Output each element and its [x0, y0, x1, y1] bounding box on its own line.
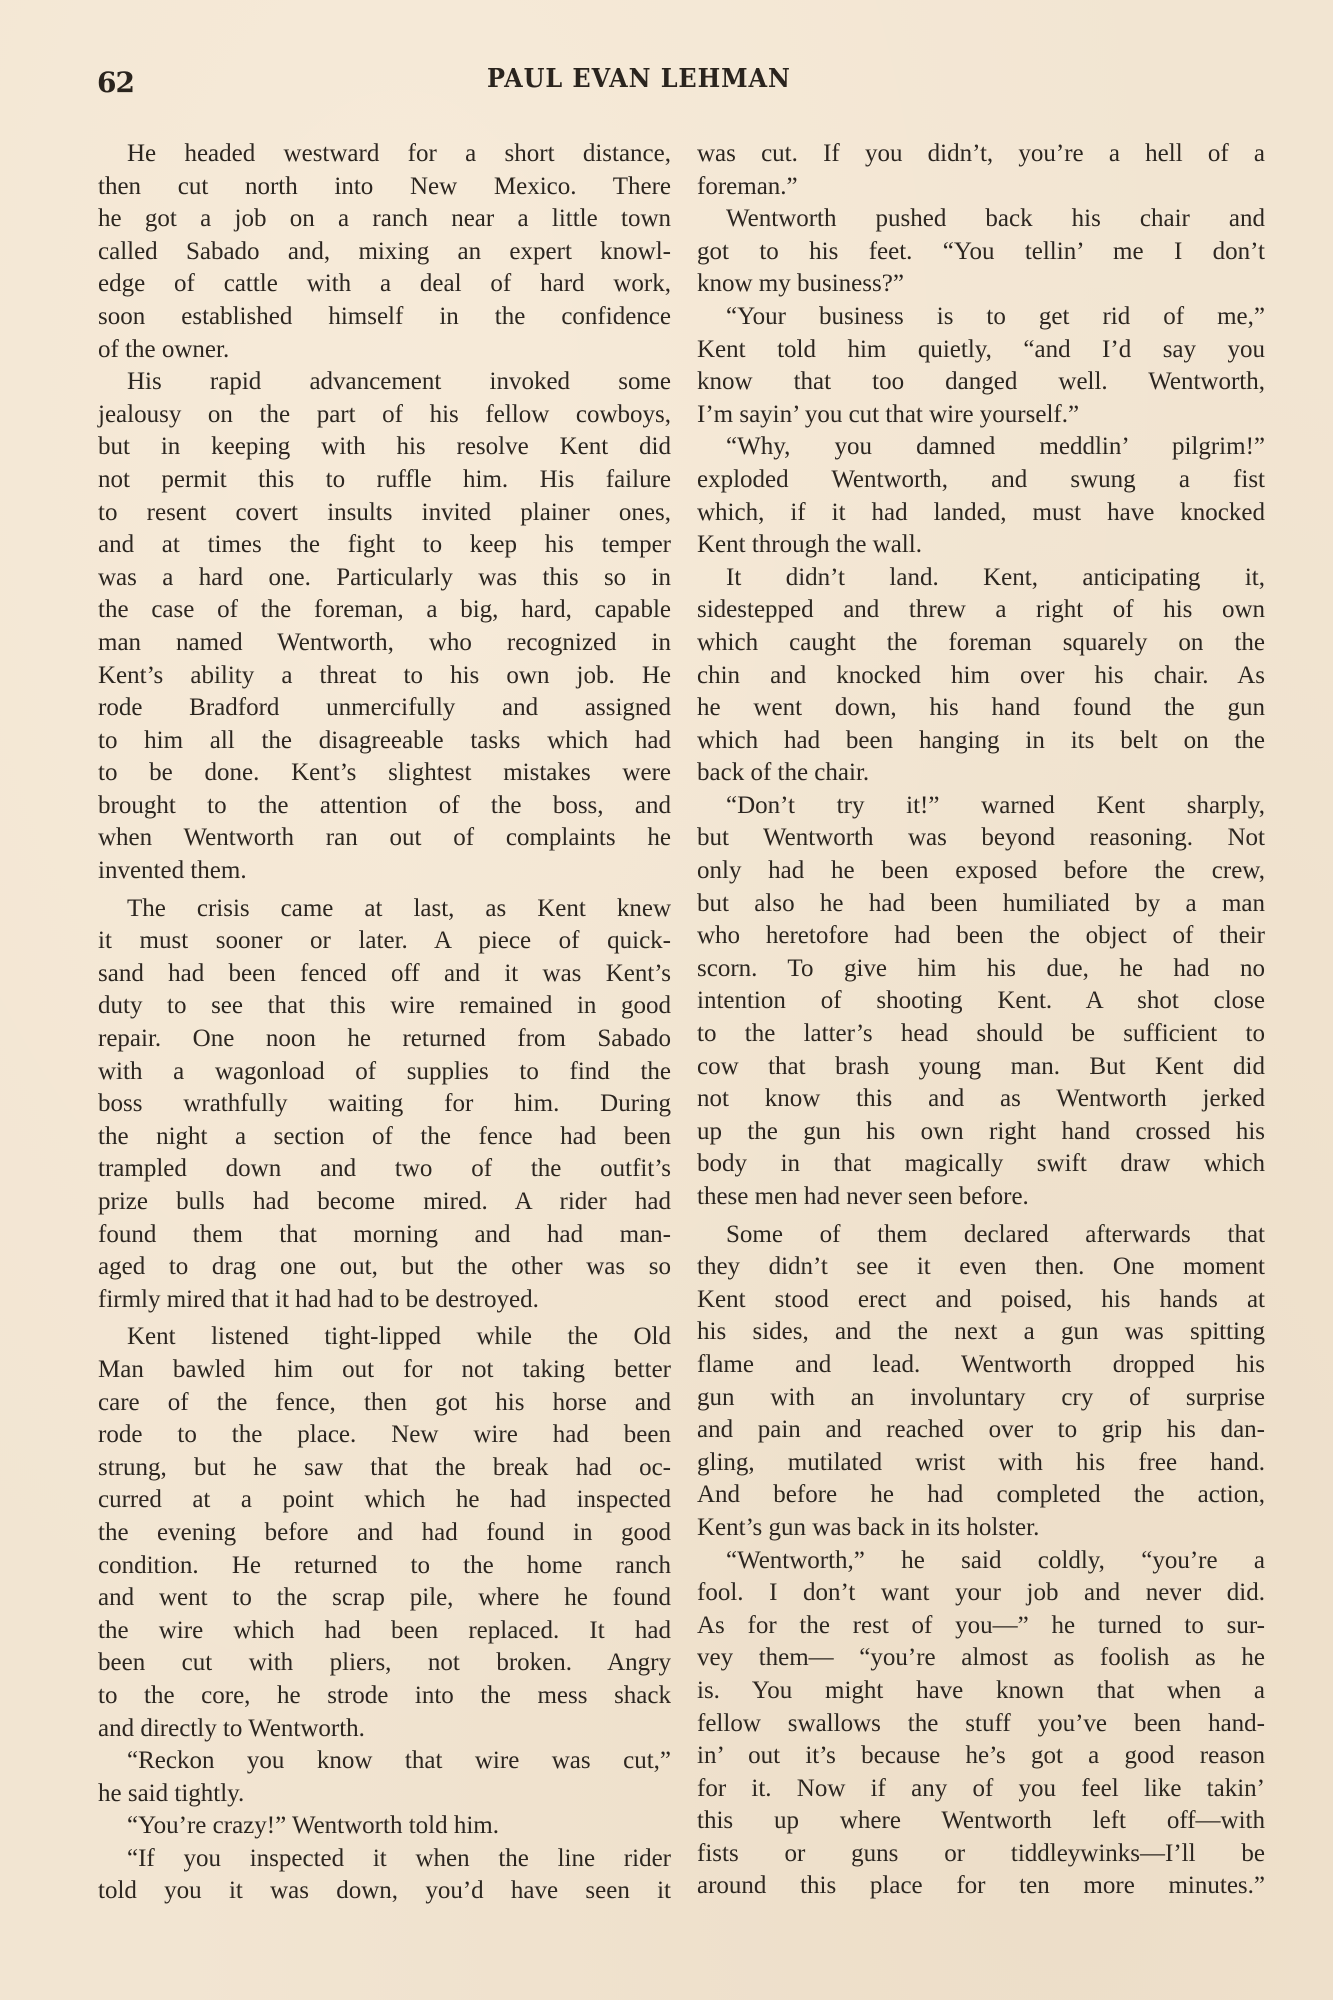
text-line: rode Bradford unmercifully and assigned [98, 694, 671, 722]
text-line: the evening before and had found in good [98, 1518, 671, 1546]
left-column [98, 138, 671, 1908]
text-line: and at times the fight to keep his temper [98, 531, 671, 559]
text-line: around this place for ten more minutes.” [697, 1872, 1265, 1900]
text-line: curred at a point which he had inspected [98, 1486, 671, 1514]
text-line: Kent listened tight-lipped while the Old [127, 1323, 671, 1351]
text-line: which, if it had landed, must have knocked [697, 498, 1265, 526]
text-line: Man bawled him out for not taking better [98, 1355, 671, 1383]
text-line: who heretofore had been the object of their [697, 922, 1265, 950]
text-line: Kent through the wall. [697, 531, 922, 559]
text-line: it must sooner or later. A piece of quick- [98, 927, 671, 955]
text-line: to the core, he strode into the mess shack [98, 1681, 671, 1709]
text-line: got to his feet. “You tellin’ me I don’t [697, 237, 1265, 265]
text-line: care of the fence, then got his horse and [98, 1388, 671, 1416]
text-line: this up where Wentworth left off—with [697, 1807, 1265, 1835]
text-line: strung, but he saw that the break had oc- [98, 1453, 671, 1481]
text-line: to resent covert insults invited plainer ones, [98, 498, 671, 526]
text-line: he got a job on a ranch near a little town [98, 205, 671, 233]
text-line: he went down, his hand found the gun [697, 694, 1265, 722]
text-line: As for the rest of you—” he turned to sur- [697, 1611, 1265, 1639]
text-line: and directly to Wentworth. [98, 1714, 365, 1742]
text-line: “Why, you damned meddlin’ pilgrim!” [726, 433, 1265, 461]
text-line: and pain and reached over to grip his dan- [697, 1416, 1265, 1444]
text-line: invented them. [98, 857, 247, 885]
text-line: “Wentworth,” he said coldly, “you’re a [726, 1546, 1265, 1574]
text-line: chin and knocked him over his chair. As [697, 661, 1265, 689]
text-line: to be done. Kent’s slightest mistakes were [98, 759, 671, 787]
text-line: repair. One noon he returned from Sabado [98, 1025, 671, 1053]
text-line: flame and lead. Wentworth dropped his [697, 1350, 1265, 1378]
text-line: up the gun his own right hand crossed his [697, 1117, 1265, 1145]
text-line: He headed westward for a short distance, [127, 140, 671, 167]
text-line: trampled down and two of the outfit’s [98, 1155, 671, 1183]
text-line: His rapid advancement invoked some [127, 368, 671, 396]
text-line: know my business?” [697, 270, 904, 298]
page-header [0, 62, 1333, 102]
text-line: but Wentworth was beyond reasoning. Not [697, 824, 1265, 852]
text-line: vey them— “you’re almost as foolish as he [697, 1644, 1265, 1672]
text-line: Kent’s gun was back in its holster. [697, 1513, 1040, 1541]
text-line: back of the chair. [697, 759, 870, 787]
text-line: was cut. If you didn’t, you’re a hell of a [697, 140, 1265, 167]
text-line: “Your business is to get rid of me,” [726, 302, 1265, 330]
text-line: firmly mired that it had had to be destroyed. [98, 1285, 539, 1313]
text-line: to the latter’s head should be sufficient to [697, 1020, 1265, 1048]
text-line: when Wentworth ran out of complaints he [98, 824, 671, 852]
text-line: The crisis came at last, as Kent knew [127, 894, 671, 922]
right-column [697, 138, 1265, 1903]
text-line: but in keeping with his resolve Kent did [98, 433, 671, 461]
text-line: exploded Wentworth, and swung a fist [697, 465, 1265, 493]
text-line: was a hard one. Particularly was this so in [98, 563, 671, 591]
text-line: condition. He returned to the home ranch [98, 1551, 671, 1579]
text-line: Wentworth pushed back his chair and [726, 205, 1265, 233]
text-line: “If you inspected it when the line rider [127, 1844, 671, 1872]
text-line: of the owner. [98, 335, 230, 363]
text-line: gun with an involuntary cry of surprise [697, 1383, 1265, 1411]
text-line: “You’re crazy!” Wentworth told him. [127, 1812, 499, 1840]
text-line: body in that magically swift draw which [697, 1150, 1265, 1178]
text-line: It didn’t land. Kent, anticipating it, [726, 563, 1265, 591]
text-line: the case of the foreman, a big, hard, capable [98, 596, 671, 624]
text-line: these men had never seen before. [697, 1183, 1029, 1210]
text-line: found them that morning and had man- [98, 1220, 671, 1248]
text-line: he said tightly. [98, 1779, 245, 1807]
text-line: they didn’t see it even then. One moment [697, 1253, 1265, 1281]
text-line: Some of them declared afterwards that [726, 1220, 1265, 1248]
text-line: the wire which had been replaced. It had [98, 1616, 671, 1644]
text-line: fellow swallows the stuff you’ve been hand- [697, 1709, 1265, 1737]
text-line: fists or guns or tiddleywinks—I’ll be [697, 1839, 1265, 1867]
text-line: called Sabado and, mixing an expert knowl- [98, 237, 671, 265]
text-line: gling, mutilated wrist with his free hand. [697, 1448, 1265, 1476]
text-line: prize bulls had become mired. A rider had [98, 1188, 671, 1215]
text-line: for it. Now if any of you feel like takin’ [697, 1774, 1265, 1802]
text-line: “Don’t try it!” warned Kent sharply, [726, 791, 1265, 819]
text-line: aged to drag one out, but the other was so [98, 1253, 671, 1281]
text-line: only had he been exposed before the crew, [697, 857, 1265, 885]
page-number: 62 [97, 66, 134, 99]
text-line: boss wrathfully waiting for him. During [98, 1090, 671, 1118]
text-line: Kent told him quietly, “and I’d say you [697, 335, 1265, 363]
text-line: then cut north into New Mexico. There [98, 172, 671, 200]
text-line: told you it was down, you’d have seen it [98, 1877, 671, 1905]
text-line: soon established himself in the confidence [98, 302, 671, 330]
text-line: is. You might have known that when a [697, 1676, 1265, 1704]
text-line: sand had been fenced off and it was Kent’s [98, 959, 671, 987]
text-line: rode to the place. New wire had been [98, 1421, 671, 1449]
text-line: his sides, and the next a gun was spitting [697, 1318, 1265, 1346]
text-line: and went to the scrap pile, where he found [98, 1584, 671, 1612]
text-line: not permit this to ruffle him. His failure [98, 465, 671, 493]
text-line: man named Wentworth, who recognized in [98, 628, 671, 656]
text-line: brought to the attention of the boss, and [98, 791, 671, 819]
text-line: Kent’s ability a threat to his own job. He [98, 661, 671, 689]
text-line: which caught the foreman squarely on the [697, 628, 1265, 656]
text-line: scorn. To give him his due, he had no [697, 954, 1265, 982]
text-line: Kent stood erect and poised, his hands at [697, 1285, 1265, 1313]
running-head: PAUL EVAN LEHMAN [487, 64, 791, 94]
text-line: know that too danged well. Wentworth, [697, 368, 1265, 396]
text-line: fool. I don’t want your job and never did. [697, 1579, 1265, 1607]
text-line: And before he had completed the action, [697, 1481, 1265, 1509]
text-line: not know this and as Wentworth jerked [697, 1085, 1265, 1113]
text-line: edge of cattle with a deal of hard work, [98, 270, 671, 298]
text-line: intention of shooting Kent. A shot close [697, 987, 1265, 1015]
text-line: but also he had been humiliated by a man [697, 889, 1265, 917]
text-line: foreman.” [697, 172, 798, 200]
text-line: to him all the disagreeable tasks which had [98, 726, 671, 754]
text-line: “Reckon you know that wire was cut,” [127, 1747, 671, 1775]
text-line: which had been hanging in its belt on the [697, 726, 1265, 754]
text-line: jealousy on the part of his fellow cowboys, [98, 400, 671, 428]
text-line: sidestepped and threw a right of his own [697, 596, 1265, 624]
text-line: I’m sayin’ you cut that wire yourself.” [697, 400, 1080, 428]
text-line: cow that brash young man. But Kent did [697, 1052, 1265, 1080]
text-line: the night a section of the fence had been [98, 1122, 671, 1150]
text-line: in’ out it’s because he’s got a good reason [697, 1742, 1265, 1770]
text-line: been cut with pliers, not broken. Angry [98, 1649, 671, 1677]
text-line: with a wagonload of supplies to find the [98, 1057, 671, 1085]
text-line: duty to see that this wire remained in good [98, 992, 671, 1020]
